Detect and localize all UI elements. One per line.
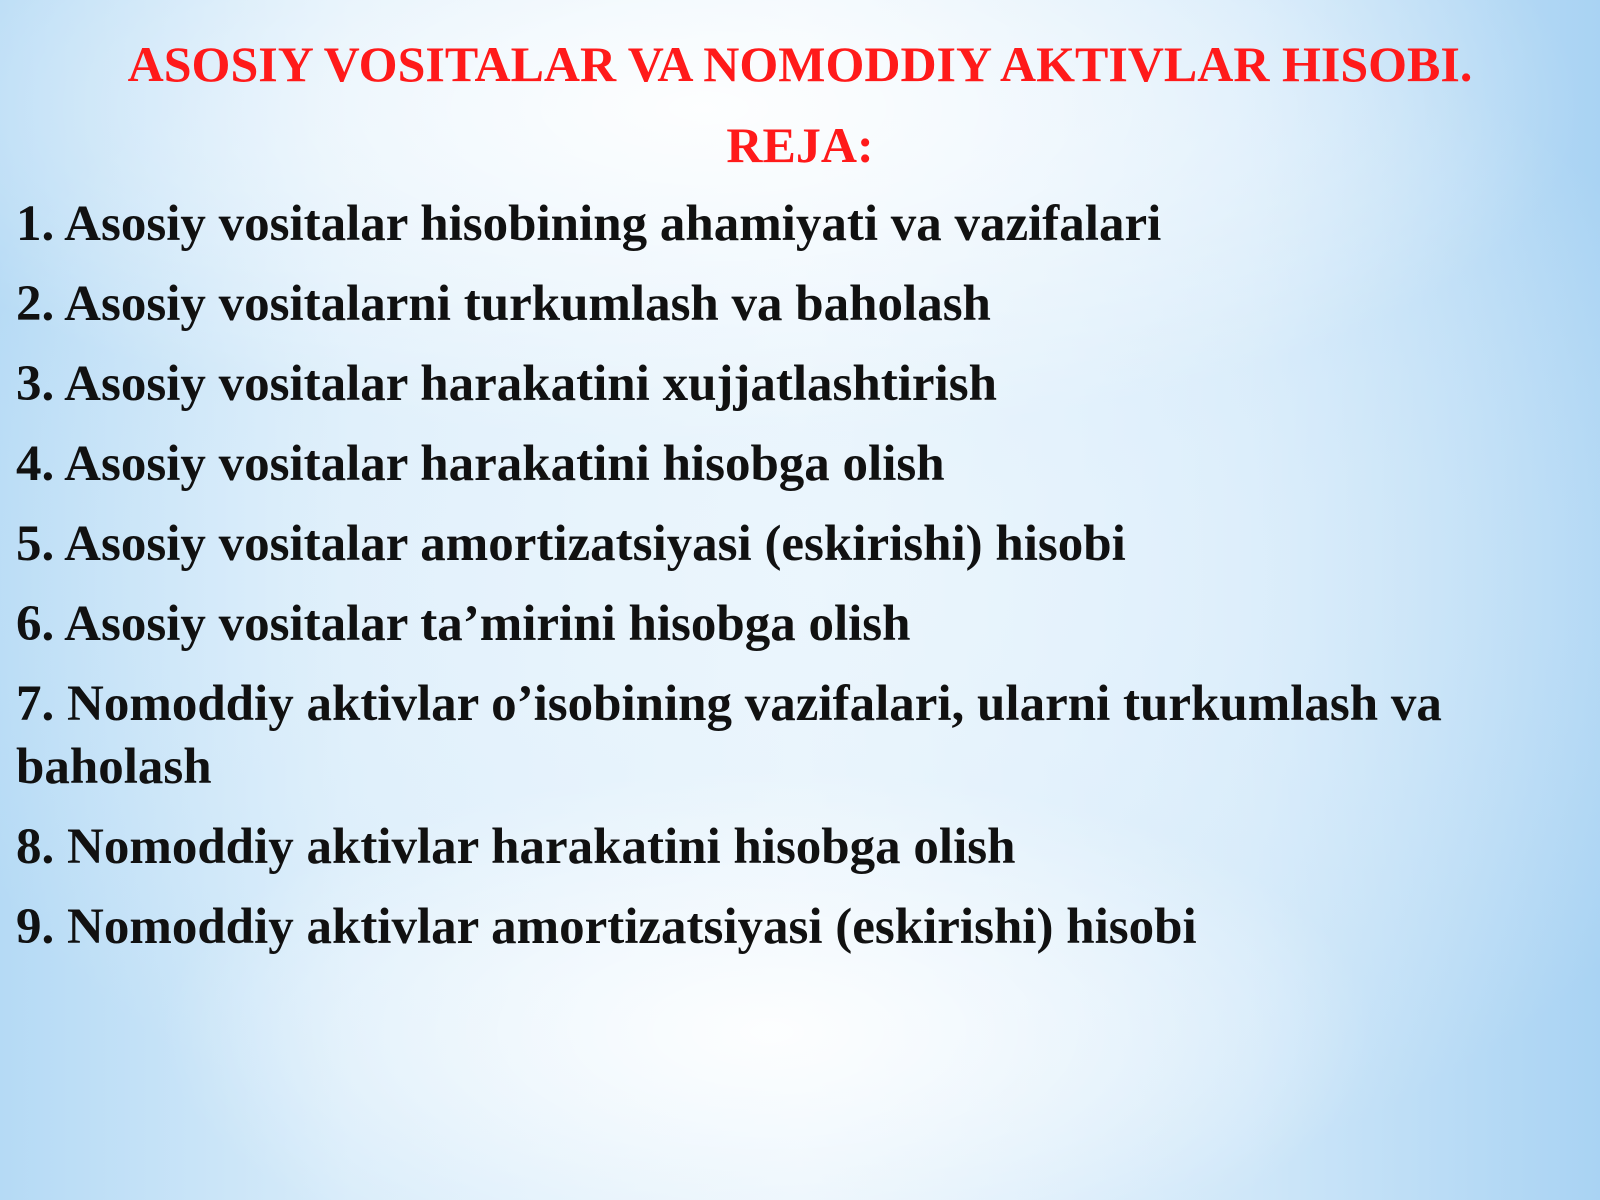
slide-title: ASOSIY VOSITALAR VA NOMODDIY AKTIVLAR HISOBI.	[127, 36, 1473, 92]
plan-item-7: 7. Nomoddiy aktivlar o’isobining vazifalari, ularni turkumlash va baholash	[16, 676, 1442, 795]
plan-item-1: 1. Asosiy vositalar hisobining ahamiyati va vazifalari	[16, 196, 1162, 252]
plan-item-2: 2. Asosiy vositalarni turkumlash va baholash	[16, 276, 991, 332]
plan-item-8: 8. Nomoddiy aktivlar harakatini hisobga olish	[16, 819, 1016, 875]
plan-item-3: 3. Asosiy vositalar harakatini xujjatlashtirish	[16, 356, 997, 412]
plan-heading: REJA:	[726, 117, 874, 173]
plan-item-9: 9. Nomoddiy aktivlar amortizatsiyasi (eskirishi) hisobi	[16, 899, 1197, 955]
plan-list	[16, 193, 1556, 976]
plan-item-6: 6. Asosiy vositalar ta’mirini hisobga olish	[16, 596, 911, 652]
plan-item-5: 5. Asosiy vositalar amortizatsiyasi (eskirishi) hisobi	[16, 516, 1126, 572]
plan-item-4: 4. Asosiy vositalar harakatini hisobga olish	[16, 436, 945, 492]
